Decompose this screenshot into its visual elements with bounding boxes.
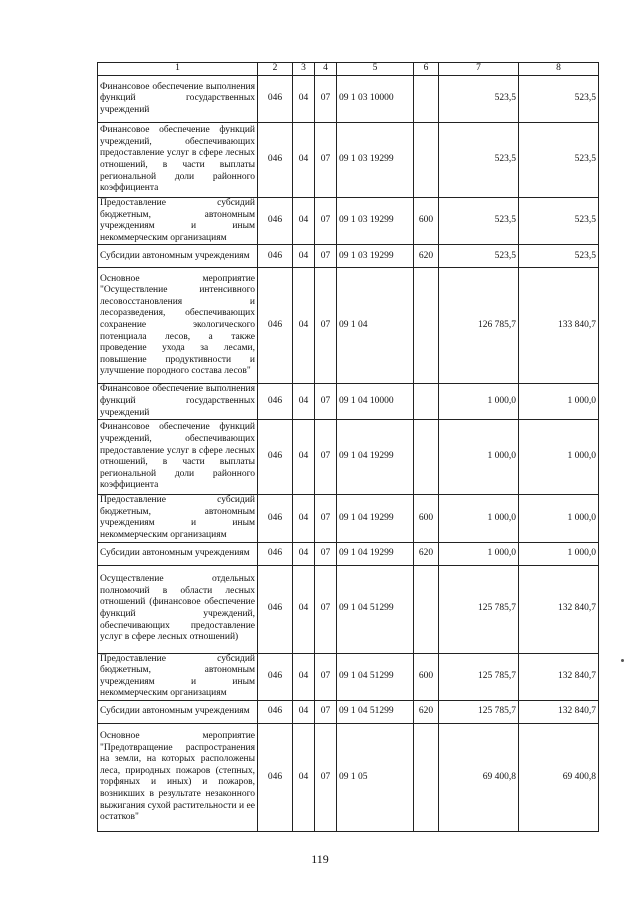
row-name: Предоставление субсидий бюджетным, автономным учреждениям и иным некоммерческим организациям (98, 198, 258, 245)
row-amount-year1: 69 400,8 (439, 723, 519, 831)
row-expense-type (414, 76, 439, 123)
row-section: 04 (293, 723, 315, 831)
row-amount-year2: 69 400,8 (519, 723, 599, 831)
row-name: Предоставление субсидий бюджетным, автономным учреждениям и иным некоммерческим организациям (98, 495, 258, 542)
row-subsection: 07 (315, 384, 337, 420)
row-subsection: 07 (315, 245, 337, 268)
row-admin-code: 046 (258, 653, 293, 700)
row-expense-type: 600 (414, 495, 439, 542)
table-row (98, 420, 599, 495)
row-amount-year1: 523,5 (439, 198, 519, 245)
header-cell: 4 (315, 63, 337, 76)
row-name: Финансовое обеспечение функций учреждений, обеспечивающих предоставление услуг в сфере лесных отношений, в части выплаты региональной доли районного коэффициента (98, 123, 258, 198)
row-section: 04 (293, 198, 315, 245)
row-section: 04 (293, 76, 315, 123)
table-header-row (98, 63, 599, 76)
row-amount-year2: 523,5 (519, 123, 599, 198)
row-name: Финансовое обеспечение выполнения функций государственных учреждений (98, 76, 258, 123)
header-cell: 5 (337, 63, 414, 76)
row-expense-type (414, 268, 439, 384)
row-amount-year2: 523,5 (519, 76, 599, 123)
budget-table (97, 62, 599, 832)
row-admin-code: 046 (258, 542, 293, 565)
row-name: Основное мероприятие "Предотвращение распространения на земли, на которых расположены леса, природных пожаров (степных, торфяных и иных) и пожаров, возникших в результате незаконного выжигания сухой растительности и ее остатков" (98, 723, 258, 831)
row-admin-code: 046 (258, 245, 293, 268)
table-row (98, 245, 599, 268)
row-target-article: 09 1 04 51299 (337, 653, 414, 700)
header-cell: 8 (519, 63, 599, 76)
row-subsection: 07 (315, 123, 337, 198)
row-amount-year2: 1 000,0 (519, 542, 599, 565)
row-amount-year1: 125 785,7 (439, 565, 519, 653)
row-amount-year1: 1 000,0 (439, 384, 519, 420)
row-name: Субсидии автономным учреждениям (98, 700, 258, 723)
row-expense-type (414, 565, 439, 653)
row-amount-year2: 133 840,7 (519, 268, 599, 384)
row-subsection: 07 (315, 565, 337, 653)
row-target-article: 09 1 04 (337, 268, 414, 384)
table-row (98, 700, 599, 723)
table-body (98, 76, 599, 832)
row-expense-type: 620 (414, 245, 439, 268)
row-section: 04 (293, 653, 315, 700)
row-admin-code: 046 (258, 123, 293, 198)
row-admin-code: 046 (258, 723, 293, 831)
row-subsection: 07 (315, 76, 337, 123)
row-name: Осуществление отдельных полномочий в области лесных отношений (финансовое обеспечение функций учреждений, обеспечивающих предоставление услуг в сфере лесных отношений) (98, 565, 258, 653)
header-cell: 1 (98, 63, 258, 76)
row-name: Субсидии автономным учреждениям (98, 245, 258, 268)
row-expense-type (414, 384, 439, 420)
row-amount-year1: 126 785,7 (439, 268, 519, 384)
row-admin-code: 046 (258, 565, 293, 653)
row-amount-year1: 1 000,0 (439, 542, 519, 565)
row-section: 04 (293, 542, 315, 565)
row-section: 04 (293, 700, 315, 723)
row-admin-code: 046 (258, 268, 293, 384)
row-name: Финансовое обеспечение функций учреждений, обеспечивающих предоставление услуг в сфере лесных отношений, в части выплаты региональной доли районного коэффициента (98, 420, 258, 495)
row-expense-type (414, 723, 439, 831)
row-target-article: 09 1 04 19299 (337, 420, 414, 495)
row-admin-code: 046 (258, 384, 293, 420)
row-subsection: 07 (315, 198, 337, 245)
row-admin-code: 046 (258, 420, 293, 495)
page-number: 119 (311, 852, 329, 866)
row-admin-code: 046 (258, 198, 293, 245)
row-expense-type: 600 (414, 653, 439, 700)
table-row (98, 495, 599, 542)
row-target-article: 09 1 03 19299 (337, 198, 414, 245)
row-target-article: 09 1 03 19299 (337, 123, 414, 198)
table-row (98, 384, 599, 420)
table-row (98, 565, 599, 653)
table-row (98, 123, 599, 198)
row-expense-type (414, 123, 439, 198)
row-amount-year2: 1 000,0 (519, 420, 599, 495)
row-admin-code: 046 (258, 76, 293, 123)
row-amount-year1: 1 000,0 (439, 495, 519, 542)
row-target-article: 09 1 03 19299 (337, 245, 414, 268)
header-cell: 2 (258, 63, 293, 76)
row-expense-type: 620 (414, 542, 439, 565)
header-cell: 7 (439, 63, 519, 76)
row-subsection: 07 (315, 495, 337, 542)
row-amount-year2: 132 840,7 (519, 653, 599, 700)
row-subsection: 07 (315, 420, 337, 495)
row-amount-year2: 1 000,0 (519, 495, 599, 542)
header-cell: 3 (293, 63, 315, 76)
row-target-article: 09 1 03 10000 (337, 76, 414, 123)
row-subsection: 07 (315, 700, 337, 723)
row-section: 04 (293, 495, 315, 542)
row-section: 04 (293, 384, 315, 420)
row-admin-code: 046 (258, 700, 293, 723)
row-amount-year1: 125 785,7 (439, 700, 519, 723)
row-section: 04 (293, 420, 315, 495)
row-subsection: 07 (315, 653, 337, 700)
row-amount-year2: 1 000,0 (519, 384, 599, 420)
row-target-article: 09 1 04 51299 (337, 700, 414, 723)
scan-speck (621, 659, 624, 662)
row-target-article: 09 1 04 19299 (337, 542, 414, 565)
row-subsection: 07 (315, 723, 337, 831)
row-amount-year1: 1 000,0 (439, 420, 519, 495)
row-section: 04 (293, 245, 315, 268)
row-subsection: 07 (315, 542, 337, 565)
row-section: 04 (293, 123, 315, 198)
row-section: 04 (293, 565, 315, 653)
row-target-article: 09 1 04 19299 (337, 495, 414, 542)
header-cell: 6 (414, 63, 439, 76)
row-section: 04 (293, 268, 315, 384)
row-name: Финансовое обеспечение выполнения функций государственных учреждений (98, 384, 258, 420)
row-target-article: 09 1 05 (337, 723, 414, 831)
table-row (98, 268, 599, 384)
row-target-article: 09 1 04 10000 (337, 384, 414, 420)
row-amount-year2: 132 840,7 (519, 700, 599, 723)
row-admin-code: 046 (258, 495, 293, 542)
row-expense-type (414, 420, 439, 495)
table-row (98, 76, 599, 123)
table-row (98, 198, 599, 245)
row-amount-year1: 523,5 (439, 123, 519, 198)
row-name: Субсидии автономным учреждениям (98, 542, 258, 565)
row-subsection: 07 (315, 268, 337, 384)
row-amount-year1: 523,5 (439, 245, 519, 268)
row-amount-year1: 523,5 (439, 76, 519, 123)
row-amount-year2: 523,5 (519, 198, 599, 245)
row-amount-year2: 132 840,7 (519, 565, 599, 653)
row-expense-type: 620 (414, 700, 439, 723)
row-name: Основное мероприятие "Осуществление интенсивного лесовосстановления и лесоразведения, обеспечивающих сохранение экологического потенциала лесов, а также проведение ухода за лесами, повышение продуктивности и улучшение породного состава лесов" (98, 268, 258, 384)
table-row (98, 653, 599, 700)
row-name: Предоставление субсидий бюджетным, автономным учреждениям и иным некоммерческим организациям (98, 653, 258, 700)
row-amount-year2: 523,5 (519, 245, 599, 268)
row-target-article: 09 1 04 51299 (337, 565, 414, 653)
row-expense-type: 600 (414, 198, 439, 245)
table-row (98, 542, 599, 565)
row-amount-year1: 125 785,7 (439, 653, 519, 700)
table-row (98, 723, 599, 831)
